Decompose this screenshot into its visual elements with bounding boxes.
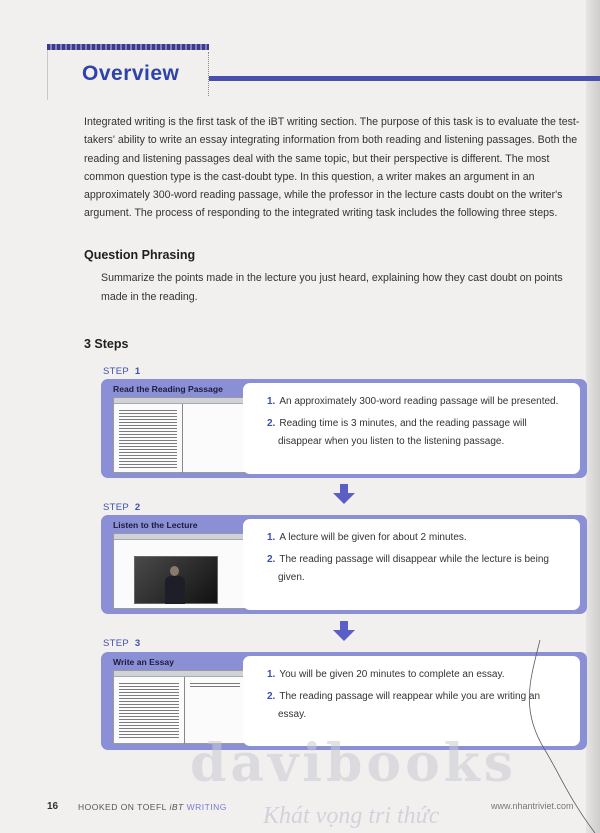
thumbnail-text-lines <box>119 410 177 468</box>
down-arrow-icon <box>333 484 355 504</box>
page-number: 16 <box>47 801 59 812</box>
step-2-panel <box>101 515 587 614</box>
thumbnail-text-lines <box>119 683 179 739</box>
step-1-panel <box>101 379 587 478</box>
step-2-label <box>103 502 141 513</box>
intro-paragraph: Integrated writing is the first task of the iBT writing section. The purpose of this task is to evaluate the test-takers' ability to write an essay integrating information from both reading and listening passages. Both the reading and listening passages deal with the same topic, but their perspective is different. The most common question type is the cast-doubt type. In this question, a writer makes an argument in an approximately 300-word reading passage, while the professor in the lecture casts doubt on the writer's argument. The process of responding to the integrated writing task includes the following three steps. <box>84 116 580 220</box>
watermark-tagline: Khát vọng tri thức <box>263 803 440 829</box>
question-phrasing-text: Summarize the points made in the lecture you just heard, explaining how they cast doubt on points made in the reading. <box>101 272 563 303</box>
thumbnail-divider <box>182 404 183 473</box>
list-item: 1. An approximately 300-word reading passage will be presented. <box>267 396 559 407</box>
down-arrow-icon <box>333 621 355 641</box>
list-item: 1. A lecture will be given for about 2 minutes. <box>267 532 467 543</box>
lecturer-body <box>165 576 185 604</box>
thumbnail-divider <box>184 677 185 744</box>
step-1-label <box>103 366 141 377</box>
steps-heading: 3 Steps <box>84 337 129 351</box>
step-title: Read the Reading Passage <box>113 384 223 394</box>
list-item: 2. The reading passage will disappear while the lecture is being given. <box>267 554 549 583</box>
step-word: STEP <box>103 502 130 513</box>
footer-book-title: HOOKED ON TOEFL iBT WRITING <box>78 802 227 812</box>
lecture-video-image <box>134 556 218 604</box>
list-item: 2. Reading time is 3 minutes, and the reading passage will disappear when you listen to the listening passage. <box>267 418 527 447</box>
watermark-brand: davibooks <box>190 733 518 794</box>
footer-url: www.nhantriviet.com <box>491 801 574 811</box>
step-title: Listen to the Lecture <box>113 520 198 530</box>
step-title: Write an Essay <box>113 657 174 667</box>
step-number: 1 <box>134 366 141 377</box>
title-box <box>47 50 209 100</box>
step-points <box>243 519 580 587</box>
page-title: Overview <box>82 62 180 85</box>
step-3-label <box>103 638 141 649</box>
question-phrasing-heading: Question Phrasing <box>84 248 196 262</box>
title-box-dotted-line <box>208 52 209 96</box>
list-item: 1. You will be given 20 minutes to complete an essay. <box>267 669 505 680</box>
title-rule <box>209 76 600 81</box>
step-points <box>243 383 580 451</box>
step-2-info-box <box>243 519 580 610</box>
step-number: 3 <box>134 638 141 649</box>
thumbnail-essay-lines <box>190 683 240 689</box>
step-1-info-box <box>243 383 580 474</box>
list-item: 2. The reading passage will reappear while you are writing an essay. <box>267 691 541 720</box>
lecturer-head <box>170 566 179 576</box>
step-word: STEP <box>103 366 130 377</box>
step-word: STEP <box>103 638 130 649</box>
step-number: 2 <box>134 502 141 513</box>
